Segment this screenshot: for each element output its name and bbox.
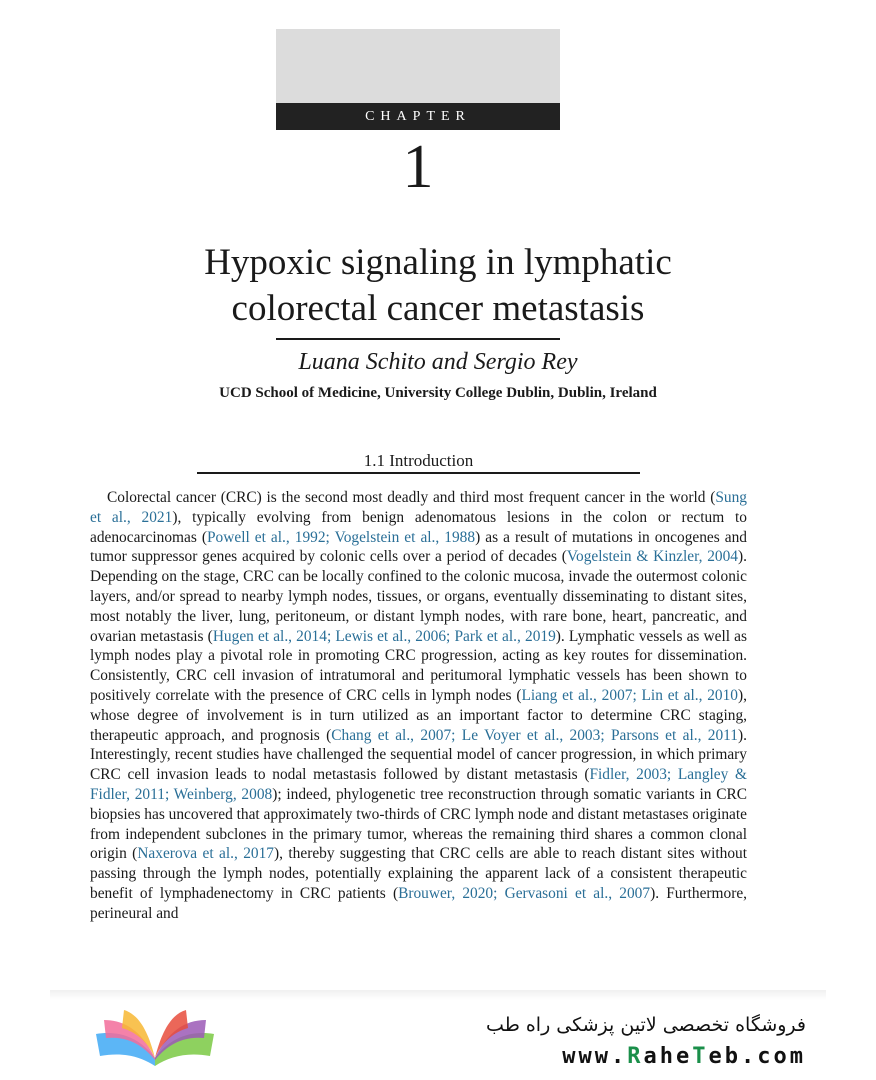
url-mid: ahe [643, 1044, 693, 1069]
citation-link[interactable]: Brouwer, 2020; Gervasoni et al., 2007 [398, 884, 651, 902]
chapter-label: CHAPTER [276, 103, 560, 130]
citation-link[interactable]: Powell et al., 1992; Vogelstein et al., 1988 [207, 528, 476, 546]
authors: Luana Schito and Sergio Rey [298, 349, 578, 375]
body-text-segment: ). Interestingly, recent studies have challenged the sequential model of cancer progression, in which primary CRC cell invasion leads to nodal metastasis followed by distant metastasis ( [90, 726, 747, 784]
citation-link[interactable]: Vogelstein & Kinzler, 2004 [566, 548, 739, 566]
section-heading: 1.1 Introduction [363, 451, 474, 470]
body-text-segment: Colorectal cancer (CRC) is the second most deadly and third most frequent cancer in the world ( [107, 489, 716, 506]
store-url[interactable] [562, 1044, 806, 1069]
affiliation: UCD School of Medicine, University College Dublin, Dublin, Ireland [219, 385, 657, 401]
body-text-segment: ); indeed, phylogenetic tree reconstruction through somatic variants in CRC biopsies has uncovered that approximately two-thirds of CRC lymph node and distant metastases originate from independent subclones in the primary tumor, whereas the remaining third shares a common clonal origin ( [90, 785, 747, 863]
store-name: فروشگاه تخصصی لاتین پزشکی راه طب [486, 1014, 806, 1036]
book-logo-icon [90, 1008, 220, 1070]
banner-shadow [50, 990, 826, 1000]
citation-link[interactable]: Chang et al., 2007; Le Voyer et al., 2003; Parsons et al., 2011 [331, 726, 739, 744]
body-text-segment: ). Depending on the stage, CRC can be locally confined to the colonic mucosa, invade the outermost colonic layers, and/or spread to nearby lymph nodes, tissues, or organs, eventually disseminating to distant sites, most notably the liver, lung, peritoneum, or distant lymph nodes, with rare bone, heart, pancreatic, and ovarian metastasis ( [90, 548, 747, 645]
chapter-title [60, 240, 816, 332]
citation-link[interactable]: Fidler, 2003; Langley & Fidler, 2011; Weinberg, 2008 [90, 766, 748, 803]
body-text-segment: ). Furthermore, perineural and [90, 884, 747, 922]
citation-link[interactable]: Liang et al., 2007; Lin et al., 2010 [521, 686, 738, 704]
title-divider [276, 338, 560, 340]
citation-link[interactable]: Sung et al., 2021 [90, 489, 747, 526]
body-text-segment: ), whose degree of involvement is in turn utilized as an important factor to determine CRC staging, therapeutic approach, and prognosis ( [90, 686, 747, 744]
citation-link[interactable]: Naxerova et al., 2017 [137, 845, 275, 863]
chapter-title-line-1: Hypoxic signaling in lymphatic [204, 242, 672, 283]
citation-link[interactable]: Hugen et al., 2014; Lewis et al., 2006; Park et al., 2019 [212, 627, 556, 645]
body-text-segment: ), thereby suggesting that CRC cells are able to reach distant sites without passing through the lymph nodes, potentially explaining the apparent lack of a consistent therapeutic benefit of lymphadenectomy in CRC patients ( [90, 845, 747, 902]
url-prefix: www. [562, 1044, 628, 1069]
introduction-paragraph [90, 488, 747, 924]
body-text-segment: ) as a result of mutations in oncogenes and tumor suppressor genes acquired by colonic cells over a period of decades ( [90, 528, 748, 566]
url-r: R [627, 1044, 644, 1069]
chapter-title-line-2: colorectal cancer metastasis [231, 288, 645, 329]
chapter-number: 1 [402, 133, 434, 201]
body-text-segment: ), typically evolving from benign adenomatous lesions in the colon or rectum to adenocarcinomas ( [90, 508, 747, 546]
url-suffix: eb.com [708, 1044, 806, 1069]
body-text-segment: ). Lymphatic vessels as well as lymph nodes play a pivotal role in promoting CRC progression, acting as key routes for dissemination. Consistently, CRC cell invasion of intratumoral and peritumoral lymphatic vessels has been shown to positively correlate with the presence of CRC cells in lymph nodes ( [90, 627, 747, 704]
chapter-header-box [276, 29, 560, 103]
section-divider [197, 472, 640, 474]
url-t: T [692, 1044, 709, 1069]
